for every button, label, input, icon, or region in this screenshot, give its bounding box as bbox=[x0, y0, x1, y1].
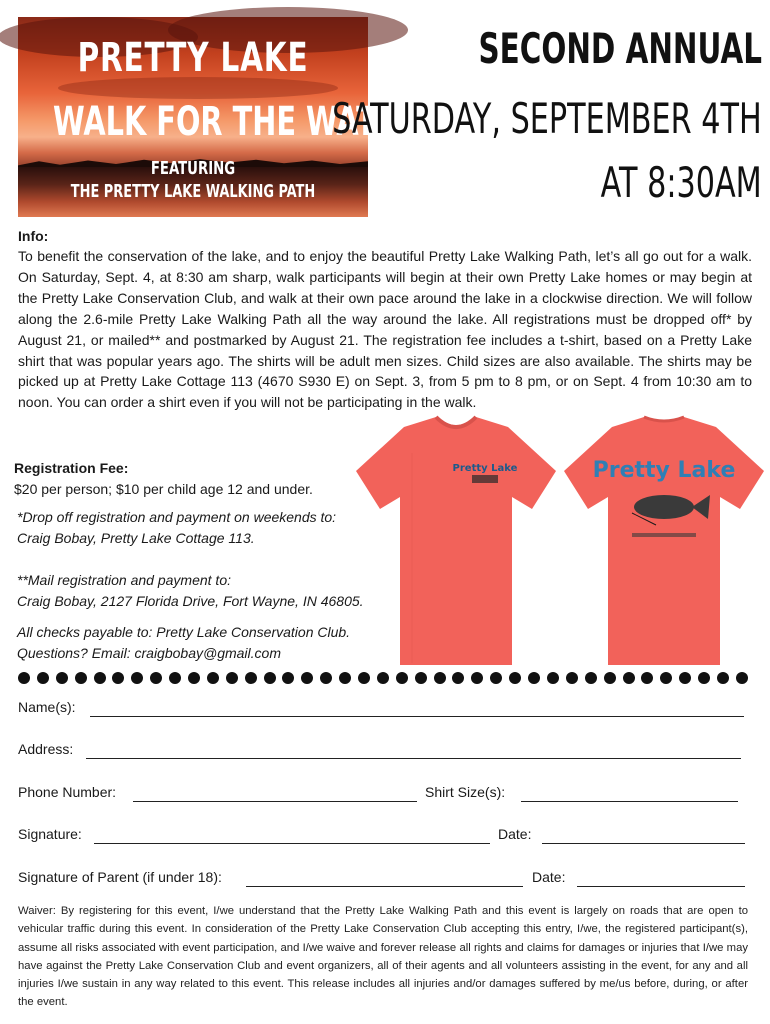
divider-dot bbox=[509, 672, 521, 684]
dropoff-note-line1: *Drop off registration and payment on weekends to: bbox=[17, 509, 337, 525]
mail-note-line2: Craig Bobay, 2127 Florida Drive, Fort Wayne, IN 46805. bbox=[17, 593, 364, 609]
banner-title: PRETTY LAKE bbox=[77, 35, 309, 81]
mail-note bbox=[17, 570, 364, 612]
phone-label: Phone Number: bbox=[18, 784, 117, 800]
tshirt-back bbox=[560, 413, 770, 675]
banner-walking-path: THE PRETTY LAKE WALKING PATH bbox=[70, 181, 316, 202]
divider-dot bbox=[245, 672, 257, 684]
signature-row bbox=[18, 826, 746, 846]
registration-fee-label: Registration Fee: bbox=[14, 460, 129, 476]
parent-signature-row bbox=[18, 869, 746, 889]
divider-dot bbox=[169, 672, 181, 684]
divider-dot bbox=[339, 672, 351, 684]
address-input-line[interactable] bbox=[86, 758, 741, 759]
headline-date: SATURDAY, SEPTEMBER 4TH bbox=[332, 94, 762, 143]
divider-dot bbox=[452, 672, 464, 684]
divider-dot bbox=[717, 672, 729, 684]
info-label: Info: bbox=[18, 228, 49, 244]
event-banner bbox=[18, 17, 418, 217]
divider-dot bbox=[547, 672, 559, 684]
divider-dot bbox=[18, 672, 30, 684]
dropoff-note-line2: Craig Bobay, Pretty Lake Cottage 113. bbox=[17, 530, 255, 546]
back-logo-text: Pretty Lake bbox=[592, 458, 736, 483]
date-input-line[interactable] bbox=[542, 843, 745, 844]
signature-input-line[interactable] bbox=[94, 843, 490, 844]
banner-featuring: FEATURING bbox=[150, 158, 236, 179]
divider-dot bbox=[282, 672, 294, 684]
divider-dot bbox=[94, 672, 106, 684]
banner-subtitle: WALK FOR THE WATER bbox=[53, 99, 418, 145]
divider-dot bbox=[264, 672, 276, 684]
names-row bbox=[18, 699, 746, 719]
divider-dot bbox=[490, 672, 502, 684]
divider-dot bbox=[358, 672, 370, 684]
divider-dot bbox=[660, 672, 672, 684]
parent-date-label: Date: bbox=[532, 869, 566, 885]
address-label: Address: bbox=[18, 741, 74, 757]
signature-label: Signature: bbox=[18, 826, 82, 842]
tshirt-images bbox=[352, 413, 770, 675]
divider-dot bbox=[320, 672, 332, 684]
divider-dot bbox=[207, 672, 219, 684]
divider-dot bbox=[150, 672, 162, 684]
date-label: Date: bbox=[498, 826, 532, 842]
divider-dot bbox=[471, 672, 483, 684]
divider-dot bbox=[56, 672, 68, 684]
divider-dot bbox=[301, 672, 313, 684]
phone-row bbox=[18, 784, 746, 804]
divider-dot bbox=[679, 672, 691, 684]
parent-signature-input-line[interactable] bbox=[246, 886, 523, 887]
front-logo-text: Pretty Lake bbox=[452, 463, 518, 474]
info-paragraph: To benefit the conservation of the lake, and to enjoy the beautiful Pretty Lake Walking Path, let’s all go out for a walk. On Saturday, Sept. 4, at 8:30 am sharp, walk participants will begin at their own Pretty Lake homes or may begin at the Pretty Lake Conservation Club, and walk at their own pace around the lake in a clockwise direction. We will follow along the 2.6-mile Pretty Lake Walking Path all the way around the lake. All registrations must be dropped off* by August 21, or mailed** and postmarked by August 21. The registration fee includes a t-shirt, based on a Pretty Lake shirt that was popular years ago. The shirts will be adult men sizes. Child sizes are also available. The shirts may be picked up at Pretty Lake Cottage 113 (4670 S930 E) on Sept. 3, from 5 pm to 8 pm, or on Sept. 4 from 10:30 am to noon. You can order a shirt even if you will not be participating in the walk. bbox=[18, 248, 752, 411]
phone-input-line[interactable] bbox=[133, 801, 417, 802]
shirt-size-label: Shirt Size(s): bbox=[425, 784, 506, 800]
divider-dot bbox=[75, 672, 87, 684]
parent-date-input-line[interactable] bbox=[577, 886, 745, 887]
divider-dot bbox=[377, 672, 389, 684]
shirt-size-input-line[interactable] bbox=[521, 801, 738, 802]
checks-note-line2: Questions? Email: craigbobay@gmail.com bbox=[17, 645, 281, 661]
address-row bbox=[18, 741, 746, 761]
parent-signature-label: Signature of Parent (if under 18): bbox=[18, 869, 222, 885]
divider-dot bbox=[226, 672, 238, 684]
dotted-divider bbox=[18, 668, 748, 688]
mail-note-line1: **Mail registration and payment to: bbox=[17, 572, 231, 588]
registration-fee-text: $20 per person; $10 per child age 12 and under. bbox=[14, 481, 313, 497]
divider-dot bbox=[131, 672, 143, 684]
headline-second-annual: SECOND ANNUAL bbox=[478, 24, 762, 73]
dropoff-note bbox=[17, 507, 336, 549]
divider-dot bbox=[112, 672, 124, 684]
waiver-text: Waiver: By registering for this event, I/we understand that the Pretty Lake Walking Path and this event is largely on roads that are open to vehicular traffic during this event. In consideration of the Pretty Lake Conservation Club accepting this entry, I/we, the registered participant(s), assume all risks associated with event participation, and I/we waive and forever release all rights and claims for damages or injuries that I/we may have against the Pretty Lake Conservation Club and event organizers, all of their agents and all volunteers assisting in the event, for any and all injuries I/we sustain in any way related to this event. This release includes all injuries and/or damages suffered by me/us before, during, or after the event. bbox=[18, 905, 748, 1009]
divider-dot bbox=[585, 672, 597, 684]
divider-dot bbox=[415, 672, 427, 684]
divider-dot bbox=[37, 672, 49, 684]
divider-dot bbox=[434, 672, 446, 684]
divider-dot bbox=[188, 672, 200, 684]
tshirt-front bbox=[352, 413, 560, 675]
divider-dot bbox=[641, 672, 653, 684]
divider-dot bbox=[396, 672, 408, 684]
names-input-line[interactable] bbox=[90, 716, 744, 717]
divider-dot bbox=[698, 672, 710, 684]
headline-time: AT 8:30AM bbox=[600, 158, 762, 207]
names-label: Name(s): bbox=[18, 699, 76, 715]
divider-dot bbox=[736, 672, 748, 684]
checks-note bbox=[17, 622, 350, 664]
divider-dot bbox=[623, 672, 635, 684]
checks-note-line1: All checks payable to: Pretty Lake Conservation Club. bbox=[17, 624, 351, 640]
divider-dot bbox=[528, 672, 540, 684]
divider-dot bbox=[566, 672, 578, 684]
divider-dot bbox=[604, 672, 616, 684]
